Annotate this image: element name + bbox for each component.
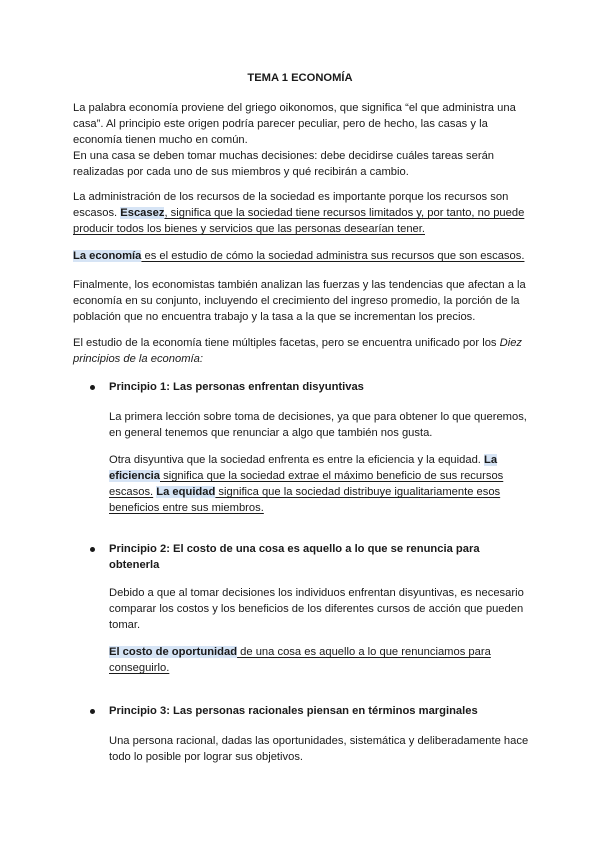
- text-line: todo lo posible por lograr sus objetivos.: [109, 751, 304, 763]
- definition-equity: significa que la sociedad distribuye igualitariamente esos: [215, 486, 501, 498]
- text-line: La primera lección sobre toma de decisiones, ya que para obtener lo que queremos,: [109, 411, 527, 423]
- text-line: [109, 468, 534, 484]
- text-line: economía en su conjunto, incluyendo el crecimiento del ingreso promedio, la porción de la: [73, 295, 520, 307]
- term-scarcity: Escasez: [120, 207, 165, 219]
- definition-scarcity-cont: producir todos los bienes y servicios que las personas desearían tener.: [73, 223, 425, 235]
- text-line: en general tenemos que renunciar a algo que también nos gusta.: [109, 427, 433, 439]
- text-line: La administración de los recursos de la sociedad es importante porque los recursos son: [73, 191, 509, 203]
- principle-1-paragraph-2: [109, 452, 534, 516]
- document-title: TEMA 1 ECONOMÍA: [247, 72, 353, 84]
- text-line: En una casa se deben tomar muchas decisiones: debe decidirse cuáles tareas serán: [73, 150, 495, 162]
- principle-2-paragraph-2: [109, 644, 534, 676]
- paragraph-principles-intro: [73, 335, 533, 367]
- text-line: [109, 644, 534, 660]
- italic-span: principios de la economía:: [73, 353, 203, 365]
- term-efficiency: La: [484, 454, 498, 466]
- text-line: realizadas por cada uno de sus miembros y qué recibirán a cambio.: [73, 166, 409, 178]
- text-line: [73, 248, 533, 264]
- principle-1-paragraph-1: [109, 409, 534, 441]
- text-line: población que no encuentra trabajo y la tasa a la que se incrementan los precios.: [73, 311, 476, 323]
- text-line: [109, 452, 534, 468]
- heading-line: obtenerla: [109, 559, 160, 571]
- definition-equity-cont: beneficios entre sus miembros.: [109, 502, 264, 514]
- heading-line: Principio 2: El costo de una cosa es aquello a lo que se renuncia para: [109, 543, 480, 555]
- principle-1-heading: [90, 379, 530, 395]
- definition-efficiency-cont: escasos.: [109, 486, 154, 498]
- text-span: El estudio de la economía tiene múltiples facetas, pero se encuentra unificado por los: [73, 337, 500, 349]
- text-line: Debido a que al tomar decisiones los individuos enfrentan disyuntivas, es necesario: [109, 587, 524, 599]
- definition-efficiency: significa que la sociedad extrae el máximo beneficio de sus recursos: [160, 470, 504, 482]
- italic-span: Diez: [499, 337, 523, 349]
- text-line: [73, 205, 533, 221]
- principle-3-paragraph-1: [109, 733, 534, 765]
- text-line: [73, 351, 533, 367]
- definition-opportunity-cost: de una cosa es aquello a lo que renunciamos para: [237, 646, 491, 658]
- term-equity: La equidad: [156, 486, 216, 498]
- text-line: [109, 484, 534, 500]
- bullet-icon: [90, 709, 95, 714]
- term-opportunity-cost: El costo de oportunidad: [109, 646, 238, 658]
- heading-text: Principio 1: Las personas enfrentan disyuntivas: [109, 381, 364, 393]
- text-span: Otra disyuntiva que la sociedad enfrenta es entre la eficiencia y la equidad.: [109, 454, 485, 466]
- definition-opportunity-cost-cont: conseguirlo.: [109, 662, 170, 674]
- principle-2-paragraph-1: [109, 585, 534, 633]
- principle-3-heading: [90, 703, 530, 719]
- heading-text: [109, 541, 530, 573]
- principle-2-heading: [90, 541, 530, 573]
- heading-text: Principio 3: Las personas racionales piensan en términos marginales: [109, 705, 478, 717]
- bullet-icon: [90, 547, 95, 552]
- text-line: casa”. Al principio este origen podría parecer peculiar, pero de hecho, las casas y la: [73, 118, 488, 130]
- definition-economy: es el estudio de cómo la sociedad administra sus recursos que son escasos.: [141, 250, 525, 262]
- text-line: Una persona racional, dadas las oportunidades, sistemática y deliberadamente hace: [109, 735, 529, 747]
- text-span: escasos.: [73, 207, 121, 219]
- term-efficiency-cont: eficiencia: [109, 470, 160, 482]
- definition-scarcity: , significa que la sociedad tiene recursos limitados y, por tanto, no puede: [164, 207, 525, 219]
- text-line: economía tienen mucho en común.: [73, 134, 248, 146]
- paragraph-intro: [73, 100, 533, 180]
- paragraph-scarcity: [73, 189, 533, 237]
- bullet-icon: [90, 385, 95, 390]
- text-line: [73, 335, 533, 351]
- paragraph-macro: [73, 277, 533, 325]
- paragraph-economy-definition: [73, 248, 533, 264]
- text-line: tomar.: [109, 619, 141, 631]
- text-line: Finalmente, los economistas también analizan las fuerzas y las tendencias que afectan a la: [73, 279, 526, 291]
- text-line: La palabra economía proviene del griego oikonomos, que significa “el que administra una: [73, 102, 516, 114]
- term-economy: La economía: [73, 250, 142, 262]
- text-line: comparar los costos y los beneficios de los diferentes cursos de acción que pueden: [109, 603, 524, 615]
